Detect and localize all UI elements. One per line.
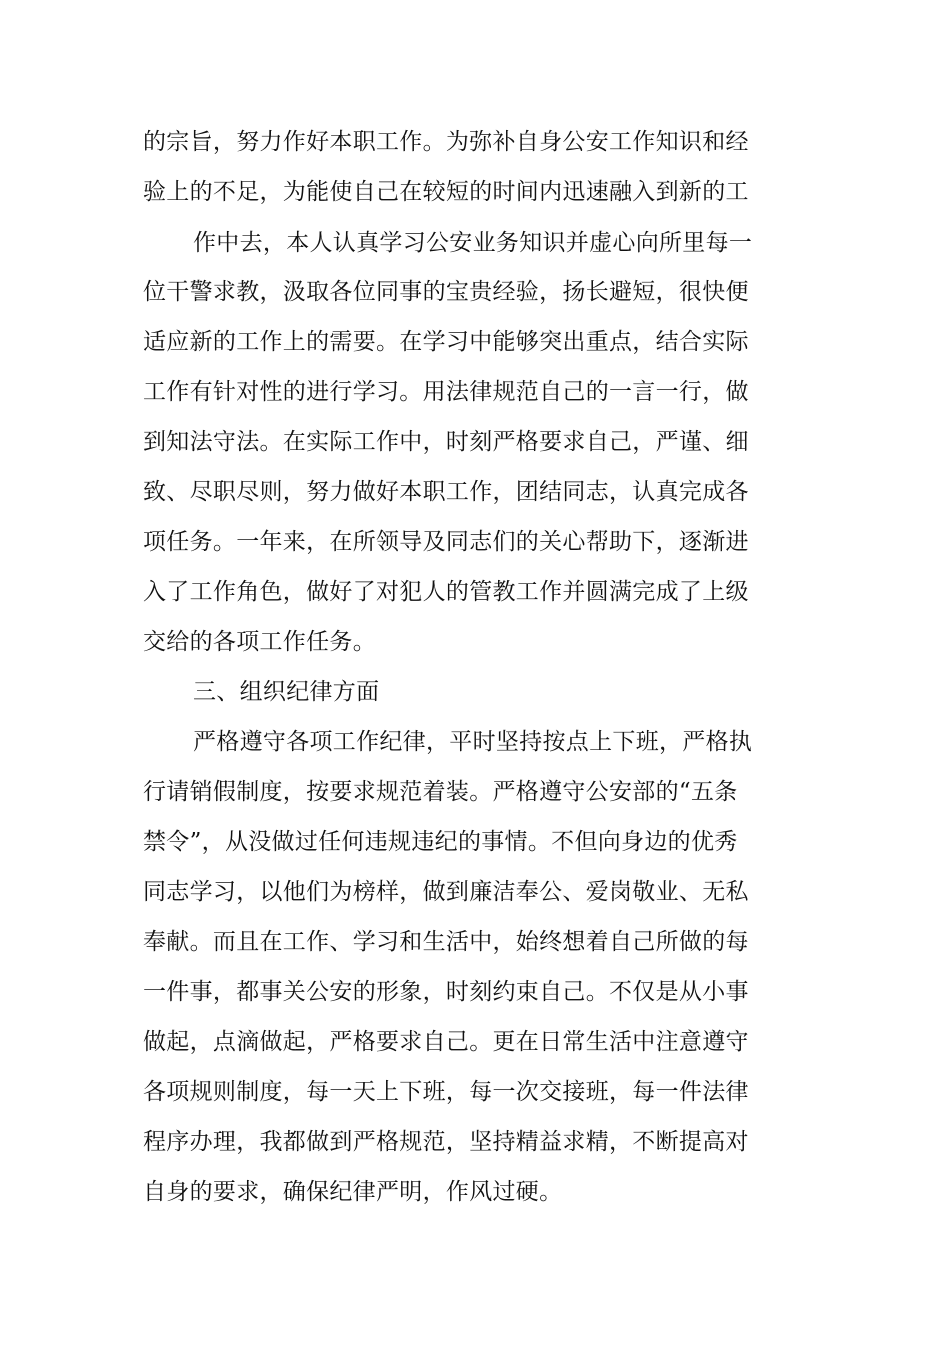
text-line: 位干警求教，汲取各位同事的宝贵经验，扬长避短，很快便	[143, 279, 749, 305]
text-line: 同志学习，以他们为榜样，做到廉洁奉公、爱岗敬业、无私	[143, 879, 749, 905]
text-line: 程序办理，我都做到严格规范，坚持精益求精，不断提高对	[143, 1129, 749, 1155]
text-line: 交给的各项工作任务。	[143, 629, 376, 655]
section-heading: 三、组织纪律方面	[193, 679, 380, 705]
text-line: 作中去，本人认真学习公安业务知识并虚心向所里每一	[193, 230, 753, 256]
text-line: 工作有针对性的进行学习。用法律规范自己的一言一行，做	[143, 379, 749, 405]
text-line: 一件事，都事关公安的形象，时刻约束自己。不仅是从小事	[143, 979, 749, 1005]
text-line: 项任务。一年来，在所领导及同志们的关心帮助下，逐渐进	[143, 529, 749, 555]
text-line: 适应新的工作上的需要。在学习中能够突出重点，结合实际	[143, 329, 749, 355]
text-line: 禁令”，从没做过任何违规违纪的事情。不但向身边的优秀	[143, 829, 738, 855]
text-line: 的宗旨，努力作好本职工作。为弥补自身公安工作知识和经	[143, 129, 749, 155]
text-line: 做起，点滴做起，严格要求自己。更在日常生活中注意遵守	[143, 1029, 749, 1055]
text-line: 致、尽职尽则，努力做好本职工作，团结同志，认真完成各	[143, 479, 749, 505]
text-line: 严格遵守各项工作纪律，平时坚持按点上下班，严格执	[193, 729, 753, 755]
text-line: 行请销假制度，按要求规范着装。严格遵守公安部的“五条	[143, 779, 738, 805]
text-line: 奉献。而且在工作、学习和生活中，始终想着自己所做的每	[143, 929, 749, 955]
text-line: 到知法守法。在实际工作中，时刻严格要求自己，严谨、细	[143, 429, 749, 455]
text-line: 入了工作角色，做好了对犯人的管教工作并圆满完成了上级	[143, 579, 749, 605]
text-line: 验上的不足，为能使自己在较短的时间内迅速融入到新的工	[143, 179, 749, 205]
text-line: 各项规则制度，每一天上下班，每一次交接班，每一件法律	[143, 1079, 749, 1105]
text-line: 自身的要求，确保纪律严明，作风过硬。	[143, 1179, 563, 1205]
